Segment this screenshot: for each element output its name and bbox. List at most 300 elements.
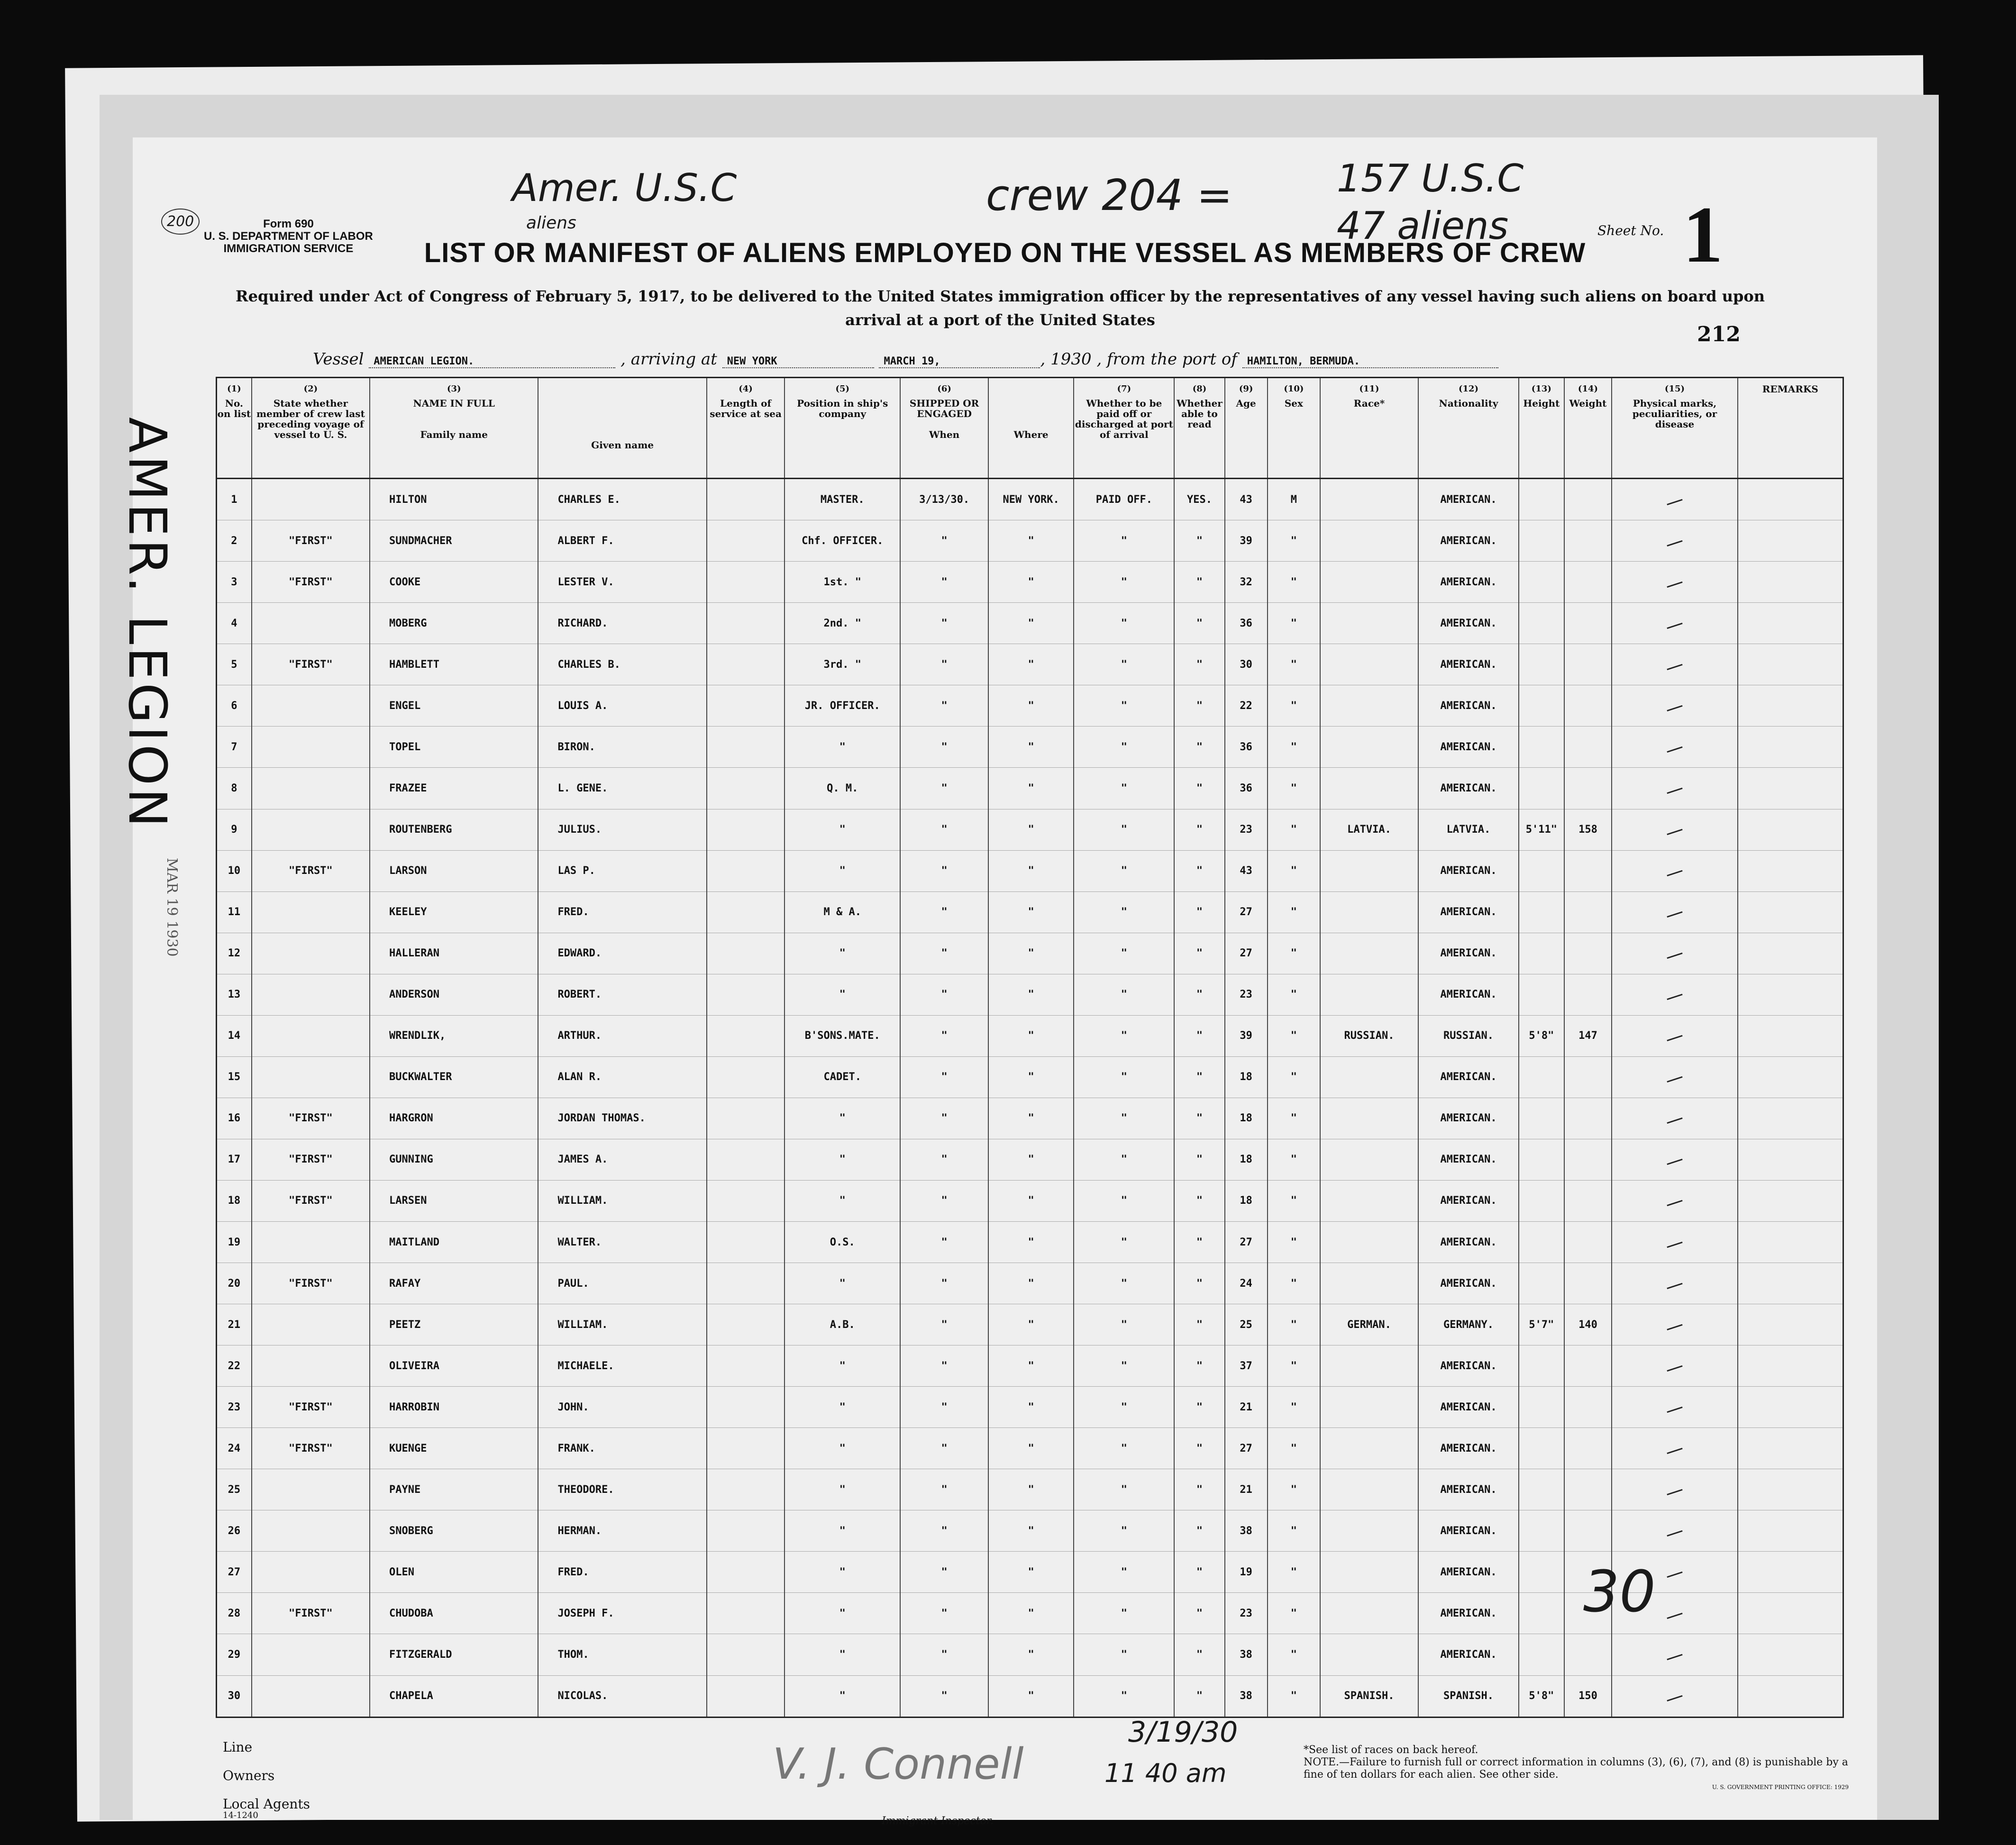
col-header-paid-off: (7) Whether to be paid off or discharged at port of arrival — [1074, 378, 1174, 479]
cell-given-name: WILLIAM. — [538, 1180, 706, 1221]
check-mark-icon — [1667, 994, 1682, 1000]
cell-row-number: 5 — [217, 644, 252, 685]
cell-row-number: 28 — [217, 1593, 252, 1634]
cell-sex: " — [1268, 974, 1320, 1015]
cell-given-name: JAMES A. — [538, 1139, 706, 1180]
immigrant-inspector-label: Immigrant Inspector. — [882, 1815, 994, 1827]
cell-last-voyage: "FIRST" — [252, 1263, 370, 1304]
cell-shipped-where: " — [988, 1139, 1074, 1180]
cell-weight — [1564, 1510, 1612, 1552]
cell-shipped-when: " — [900, 727, 988, 768]
cell-remarks — [1738, 1675, 1843, 1717]
arrival-port: NEW YORK — [722, 355, 874, 368]
cell-height — [1519, 562, 1564, 603]
cell-height — [1519, 1387, 1564, 1428]
col-header-weight: (14) Weight — [1564, 378, 1612, 479]
table-row — [217, 933, 1843, 974]
cell-position: Q. M. — [785, 768, 900, 809]
cell-weight — [1564, 562, 1612, 603]
check-mark-icon — [1667, 911, 1682, 918]
cell-sex: " — [1268, 1510, 1320, 1552]
col-header-race: (11) Race* — [1320, 378, 1418, 479]
cell-remarks — [1738, 1510, 1843, 1552]
vessel-name-stamp: AMER. LEGION — [117, 417, 178, 830]
cell-remarks — [1738, 850, 1843, 891]
table-row — [217, 1180, 1843, 1221]
cell-height — [1519, 520, 1564, 562]
cell-given-name: ALAN R. — [538, 1056, 706, 1098]
cell-family-name: LARSON — [370, 850, 538, 891]
cell-position: " — [785, 1263, 900, 1304]
cell-last-voyage — [252, 727, 370, 768]
cell-given-name: BIRON. — [538, 727, 706, 768]
check-mark-icon — [1667, 499, 1682, 505]
form-number: Form 690 — [263, 218, 314, 230]
cell-able-to-read: " — [1174, 809, 1224, 850]
cell-physical-marks — [1612, 768, 1737, 809]
cell-paid-off: " — [1074, 850, 1174, 891]
cell-remarks — [1738, 727, 1843, 768]
cell-race: GERMAN. — [1320, 1304, 1418, 1345]
cell-paid-off: " — [1074, 562, 1174, 603]
cell-paid-off: " — [1074, 1387, 1174, 1428]
table-row — [217, 1387, 1843, 1428]
cell-paid-off: " — [1074, 1263, 1174, 1304]
cell-service-length — [707, 1634, 785, 1675]
cell-position: CADET. — [785, 1056, 900, 1098]
cell-age: 30 — [1225, 644, 1268, 685]
cell-able-to-read: " — [1174, 1263, 1224, 1304]
cell-paid-off: " — [1074, 1304, 1174, 1345]
cell-row-number: 1 — [217, 479, 252, 520]
cell-last-voyage: "FIRST" — [252, 520, 370, 562]
cell-race — [1320, 891, 1418, 933]
cell-shipped-when: " — [900, 1015, 988, 1056]
cell-shipped-when: " — [900, 1593, 988, 1634]
cell-weight — [1564, 1222, 1612, 1263]
cell-family-name: HILTON — [370, 479, 538, 520]
cell-sex: " — [1268, 768, 1320, 809]
cell-weight — [1564, 644, 1612, 685]
cell-sex: " — [1268, 1015, 1320, 1056]
cell-shipped-when: " — [900, 1139, 988, 1180]
cell-paid-off: " — [1074, 520, 1174, 562]
cell-position: " — [785, 1593, 900, 1634]
check-mark-icon — [1667, 1407, 1682, 1413]
col-header-physical-marks: (15) Physical marks, peculiarities, or disease — [1612, 378, 1737, 479]
cell-physical-marks — [1612, 1098, 1737, 1139]
cell-paid-off: " — [1074, 933, 1174, 974]
cell-age: 38 — [1225, 1675, 1268, 1717]
cell-position: " — [785, 974, 900, 1015]
cell-last-voyage: "FIRST" — [252, 850, 370, 891]
cell-age: 27 — [1225, 1222, 1268, 1263]
cell-weight — [1564, 891, 1612, 933]
cell-age: 21 — [1225, 1387, 1268, 1428]
cell-race — [1320, 1056, 1418, 1098]
cell-shipped-when: " — [900, 809, 988, 850]
cell-age: 24 — [1225, 1263, 1268, 1304]
cell-row-number: 14 — [217, 1015, 252, 1056]
cell-remarks — [1738, 1222, 1843, 1263]
cell-weight: 147 — [1564, 1015, 1612, 1056]
cell-height — [1519, 1180, 1564, 1221]
cell-row-number: 9 — [217, 809, 252, 850]
check-mark-icon — [1667, 1530, 1682, 1536]
check-mark-icon — [1667, 1282, 1682, 1289]
cell-able-to-read: " — [1174, 1510, 1224, 1552]
cell-row-number: 22 — [217, 1345, 252, 1387]
cell-height — [1519, 479, 1564, 520]
check-mark-icon — [1667, 746, 1682, 753]
cell-height — [1519, 1098, 1564, 1139]
col-header-shipped-when: (6) SHIPPED OR ENGAGED When — [900, 378, 988, 479]
cell-shipped-where: " — [988, 1015, 1074, 1056]
cell-able-to-read: " — [1174, 603, 1224, 644]
handwritten-total-30: 30 — [1583, 1559, 1656, 1625]
cell-given-name: FRED. — [538, 1552, 706, 1593]
sheet-number-label: Sheet No. — [1597, 223, 1664, 238]
col-header-sex: (10) Sex — [1268, 378, 1320, 479]
cell-paid-off: " — [1074, 1469, 1174, 1510]
col-header-nationality: (12) Nationality — [1418, 378, 1519, 479]
check-mark-icon — [1667, 1159, 1682, 1165]
table-row — [217, 685, 1843, 727]
footer-owner-lines — [223, 1739, 310, 1822]
cell-physical-marks — [1612, 1304, 1737, 1345]
cell-given-name: WALTER. — [538, 1222, 706, 1263]
check-mark-icon — [1667, 1241, 1682, 1247]
cell-family-name: ENGEL — [370, 685, 538, 727]
handwritten-note-aliens: aliens — [526, 213, 576, 233]
table-row — [217, 1428, 1843, 1469]
cell-shipped-where: " — [988, 809, 1074, 850]
cell-shipped-when: " — [900, 1552, 988, 1593]
cell-nationality: RUSSIAN. — [1418, 1015, 1519, 1056]
cell-service-length — [707, 768, 785, 809]
cell-nationality: GERMANY. — [1418, 1304, 1519, 1345]
cell-race — [1320, 1139, 1418, 1180]
cell-row-number: 11 — [217, 891, 252, 933]
cell-sex: " — [1268, 1304, 1320, 1345]
cell-physical-marks — [1612, 1469, 1737, 1510]
cell-position: " — [785, 809, 900, 850]
cell-able-to-read: " — [1174, 1139, 1224, 1180]
manifest-sheet — [117, 137, 1877, 1827]
cell-shipped-when: " — [900, 644, 988, 685]
cell-physical-marks — [1612, 1056, 1737, 1098]
table-row — [217, 1345, 1843, 1387]
cell-sex: " — [1268, 1552, 1320, 1593]
cell-family-name: TOPEL — [370, 727, 538, 768]
cell-given-name: HERMAN. — [538, 1510, 706, 1552]
cell-paid-off: " — [1074, 1428, 1174, 1469]
footnote-races: *See list of races on back hereof. — [1304, 1744, 1478, 1756]
cell-nationality: AMERICAN. — [1418, 1098, 1519, 1139]
cell-age: 39 — [1225, 520, 1268, 562]
cell-race — [1320, 933, 1418, 974]
cell-age: 23 — [1225, 1593, 1268, 1634]
date-stamp: MAR 19 1930 — [164, 858, 180, 957]
cell-given-name: CHARLES B. — [538, 644, 706, 685]
cell-nationality: AMERICAN. — [1418, 727, 1519, 768]
cell-sex: " — [1268, 1056, 1320, 1098]
cell-shipped-where: " — [988, 1222, 1074, 1263]
cell-shipped-when: " — [900, 685, 988, 727]
cell-shipped-when: " — [900, 1387, 988, 1428]
cell-given-name: ROBERT. — [538, 974, 706, 1015]
check-mark-icon — [1667, 870, 1682, 876]
cell-physical-marks — [1612, 1139, 1737, 1180]
cell-paid-off: " — [1074, 1056, 1174, 1098]
cell-service-length — [707, 1345, 785, 1387]
cell-shipped-when: " — [900, 974, 988, 1015]
cell-age: 18 — [1225, 1180, 1268, 1221]
cell-row-number: 26 — [217, 1510, 252, 1552]
table-row — [217, 1015, 1843, 1056]
cell-race — [1320, 562, 1418, 603]
cell-height — [1519, 1222, 1564, 1263]
cell-able-to-read: " — [1174, 1552, 1224, 1593]
cell-physical-marks — [1612, 1510, 1737, 1552]
page-number: 212 — [1697, 322, 1741, 346]
cell-last-voyage — [252, 974, 370, 1015]
cell-row-number: 8 — [217, 768, 252, 809]
cell-weight — [1564, 1180, 1612, 1221]
cell-given-name: L. GENE. — [538, 768, 706, 809]
cell-able-to-read: " — [1174, 1345, 1224, 1387]
handwritten-inspection-date: 3/19/30 — [1128, 1716, 1238, 1749]
cell-remarks — [1738, 562, 1843, 603]
cell-family-name: WRENDLIK, — [370, 1015, 538, 1056]
cell-physical-marks — [1612, 1634, 1737, 1675]
cell-position: M & A. — [785, 891, 900, 933]
footnote-penalty: NOTE.—Failure to furnish full or correct information in columns (3), (6), (7), and (8) is punishable by a fine of ten dollars for each alien. See other side. — [1304, 1756, 1848, 1781]
cell-family-name: HARGRON — [370, 1098, 538, 1139]
cell-last-voyage — [252, 1222, 370, 1263]
cell-height — [1519, 727, 1564, 768]
cell-shipped-where: " — [988, 562, 1074, 603]
cell-given-name: PAUL. — [538, 1263, 706, 1304]
cell-row-number: 25 — [217, 1469, 252, 1510]
col-header-height: (13) Height — [1519, 378, 1564, 479]
cell-nationality: AMERICAN. — [1418, 1139, 1519, 1180]
cell-remarks — [1738, 1056, 1843, 1098]
cell-able-to-read: " — [1174, 520, 1224, 562]
cell-sex: " — [1268, 1345, 1320, 1387]
cell-last-voyage — [252, 768, 370, 809]
cell-position: " — [785, 727, 900, 768]
cell-row-number: 30 — [217, 1675, 252, 1717]
cell-row-number: 24 — [217, 1428, 252, 1469]
cell-paid-off: " — [1074, 1098, 1174, 1139]
col-header-given-name: Given name — [538, 378, 706, 479]
crew-rows — [217, 479, 1843, 1718]
cell-sex: " — [1268, 1180, 1320, 1221]
cell-family-name: CHUDOBA — [370, 1593, 538, 1634]
cell-able-to-read: " — [1174, 1428, 1224, 1469]
cell-service-length — [707, 1263, 785, 1304]
cell-family-name: FRAZEE — [370, 768, 538, 809]
cell-given-name: JOHN. — [538, 1387, 706, 1428]
cell-paid-off: " — [1074, 1180, 1174, 1221]
cell-position: " — [785, 1098, 900, 1139]
departure-port: HAMILTON, BERMUDA. — [1242, 355, 1498, 368]
cell-able-to-read: " — [1174, 727, 1224, 768]
cell-remarks — [1738, 1098, 1843, 1139]
cell-given-name: FRANK. — [538, 1428, 706, 1469]
cell-age: 38 — [1225, 1510, 1268, 1552]
cell-last-voyage — [252, 1304, 370, 1345]
cell-service-length — [707, 520, 785, 562]
cell-physical-marks — [1612, 891, 1737, 933]
table-row — [217, 727, 1843, 768]
cell-remarks — [1738, 1015, 1843, 1056]
cell-height: 5'8" — [1519, 1015, 1564, 1056]
cell-remarks — [1738, 891, 1843, 933]
cell-row-number: 13 — [217, 974, 252, 1015]
cell-given-name: FRED. — [538, 891, 706, 933]
cell-family-name: LARSEN — [370, 1180, 538, 1221]
cell-remarks — [1738, 1304, 1843, 1345]
cell-position: 1st. " — [785, 562, 900, 603]
cell-weight — [1564, 1428, 1612, 1469]
cell-able-to-read: " — [1174, 891, 1224, 933]
cell-height — [1519, 1552, 1564, 1593]
check-mark-icon — [1667, 1695, 1682, 1701]
cell-remarks — [1738, 685, 1843, 727]
cell-last-voyage — [252, 809, 370, 850]
cell-race — [1320, 768, 1418, 809]
cell-nationality: LATVIA. — [1418, 809, 1519, 850]
cell-service-length — [707, 974, 785, 1015]
check-mark-icon — [1667, 1572, 1682, 1578]
cell-nationality: AMERICAN. — [1418, 1593, 1519, 1634]
cell-last-voyage — [252, 1469, 370, 1510]
vessel-info-row — [313, 350, 1498, 369]
cell-race — [1320, 603, 1418, 644]
cell-height — [1519, 1510, 1564, 1552]
cell-shipped-when: " — [900, 1056, 988, 1098]
cell-remarks — [1738, 1428, 1843, 1469]
cell-race — [1320, 1263, 1418, 1304]
cell-height — [1519, 1263, 1564, 1304]
cell-shipped-where: " — [988, 685, 1074, 727]
cell-paid-off: " — [1074, 768, 1174, 809]
cell-position: 3rd. " — [785, 644, 900, 685]
cell-paid-off: PAID OFF. — [1074, 479, 1174, 520]
cell-given-name: NICOLAS. — [538, 1675, 706, 1717]
cell-shipped-where: " — [988, 520, 1074, 562]
cell-shipped-where: " — [988, 933, 1074, 974]
cell-shipped-where: " — [988, 1056, 1074, 1098]
cell-sex: " — [1268, 562, 1320, 603]
cell-shipped-where: " — [988, 1387, 1074, 1428]
cell-shipped-when: " — [900, 1222, 988, 1263]
cell-shipped-when: " — [900, 1345, 988, 1387]
cell-given-name: ARTHUR. — [538, 1015, 706, 1056]
cell-row-number: 17 — [217, 1139, 252, 1180]
cell-row-number: 27 — [217, 1552, 252, 1593]
cell-weight — [1564, 603, 1612, 644]
column-header-row — [217, 378, 1843, 479]
cell-weight — [1564, 1345, 1612, 1387]
cell-weight — [1564, 1634, 1612, 1675]
cell-service-length — [707, 1139, 785, 1180]
cell-row-number: 18 — [217, 1180, 252, 1221]
cell-age: 18 — [1225, 1139, 1268, 1180]
cell-height — [1519, 1056, 1564, 1098]
cell-remarks — [1738, 520, 1843, 562]
cell-sex: " — [1268, 727, 1320, 768]
cell-service-length — [707, 1015, 785, 1056]
cell-able-to-read: " — [1174, 850, 1224, 891]
cell-position: " — [785, 1180, 900, 1221]
cell-family-name: ANDERSON — [370, 974, 538, 1015]
cell-weight — [1564, 933, 1612, 974]
cell-shipped-when: " — [900, 562, 988, 603]
cell-age: 43 — [1225, 850, 1268, 891]
cell-service-length — [707, 644, 785, 685]
cell-last-voyage: "FIRST" — [252, 1387, 370, 1428]
cell-physical-marks — [1612, 479, 1737, 520]
table-row — [217, 1056, 1843, 1098]
cell-position: A.B. — [785, 1304, 900, 1345]
cell-race — [1320, 1180, 1418, 1221]
cell-given-name: ALBERT F. — [538, 520, 706, 562]
cell-service-length — [707, 850, 785, 891]
cell-able-to-read: " — [1174, 1634, 1224, 1675]
cell-given-name: THEODORE. — [538, 1469, 706, 1510]
table-row — [217, 603, 1843, 644]
cell-last-voyage — [252, 1510, 370, 1552]
cell-shipped-when: " — [900, 603, 988, 644]
table-row — [217, 1098, 1843, 1139]
cell-last-voyage — [252, 1015, 370, 1056]
cell-position: " — [785, 1139, 900, 1180]
cell-height: 5'7" — [1519, 1304, 1564, 1345]
cell-sex: " — [1268, 850, 1320, 891]
cell-family-name: PEETZ — [370, 1304, 538, 1345]
cell-paid-off: " — [1074, 1015, 1174, 1056]
cell-remarks — [1738, 479, 1843, 520]
cell-paid-off: " — [1074, 1552, 1174, 1593]
cell-race — [1320, 1345, 1418, 1387]
cell-physical-marks — [1612, 1428, 1737, 1469]
check-mark-icon — [1667, 1613, 1682, 1619]
form-title: LIST OR MANIFEST OF ALIENS EMPLOYED ON THE VESSEL AS MEMBERS OF CREW — [424, 237, 1586, 268]
check-mark-icon — [1667, 664, 1682, 670]
cell-remarks — [1738, 933, 1843, 974]
cell-service-length — [707, 1222, 785, 1263]
table-row — [217, 974, 1843, 1015]
cell-sex: " — [1268, 603, 1320, 644]
cell-nationality: AMERICAN. — [1418, 1552, 1519, 1593]
cell-position: " — [785, 1510, 900, 1552]
cell-row-number: 29 — [217, 1634, 252, 1675]
cell-sex: " — [1268, 1593, 1320, 1634]
cell-service-length — [707, 1552, 785, 1593]
cell-shipped-where: " — [988, 1263, 1074, 1304]
cell-last-voyage — [252, 1675, 370, 1717]
agents-code: 14-1240 — [223, 1810, 258, 1820]
cell-last-voyage: "FIRST" — [252, 1180, 370, 1221]
cell-race — [1320, 644, 1418, 685]
cell-given-name: JOSEPH F. — [538, 1593, 706, 1634]
cell-nationality: AMERICAN. — [1418, 933, 1519, 974]
cell-service-length — [707, 1675, 785, 1717]
cell-weight: 140 — [1564, 1304, 1612, 1345]
